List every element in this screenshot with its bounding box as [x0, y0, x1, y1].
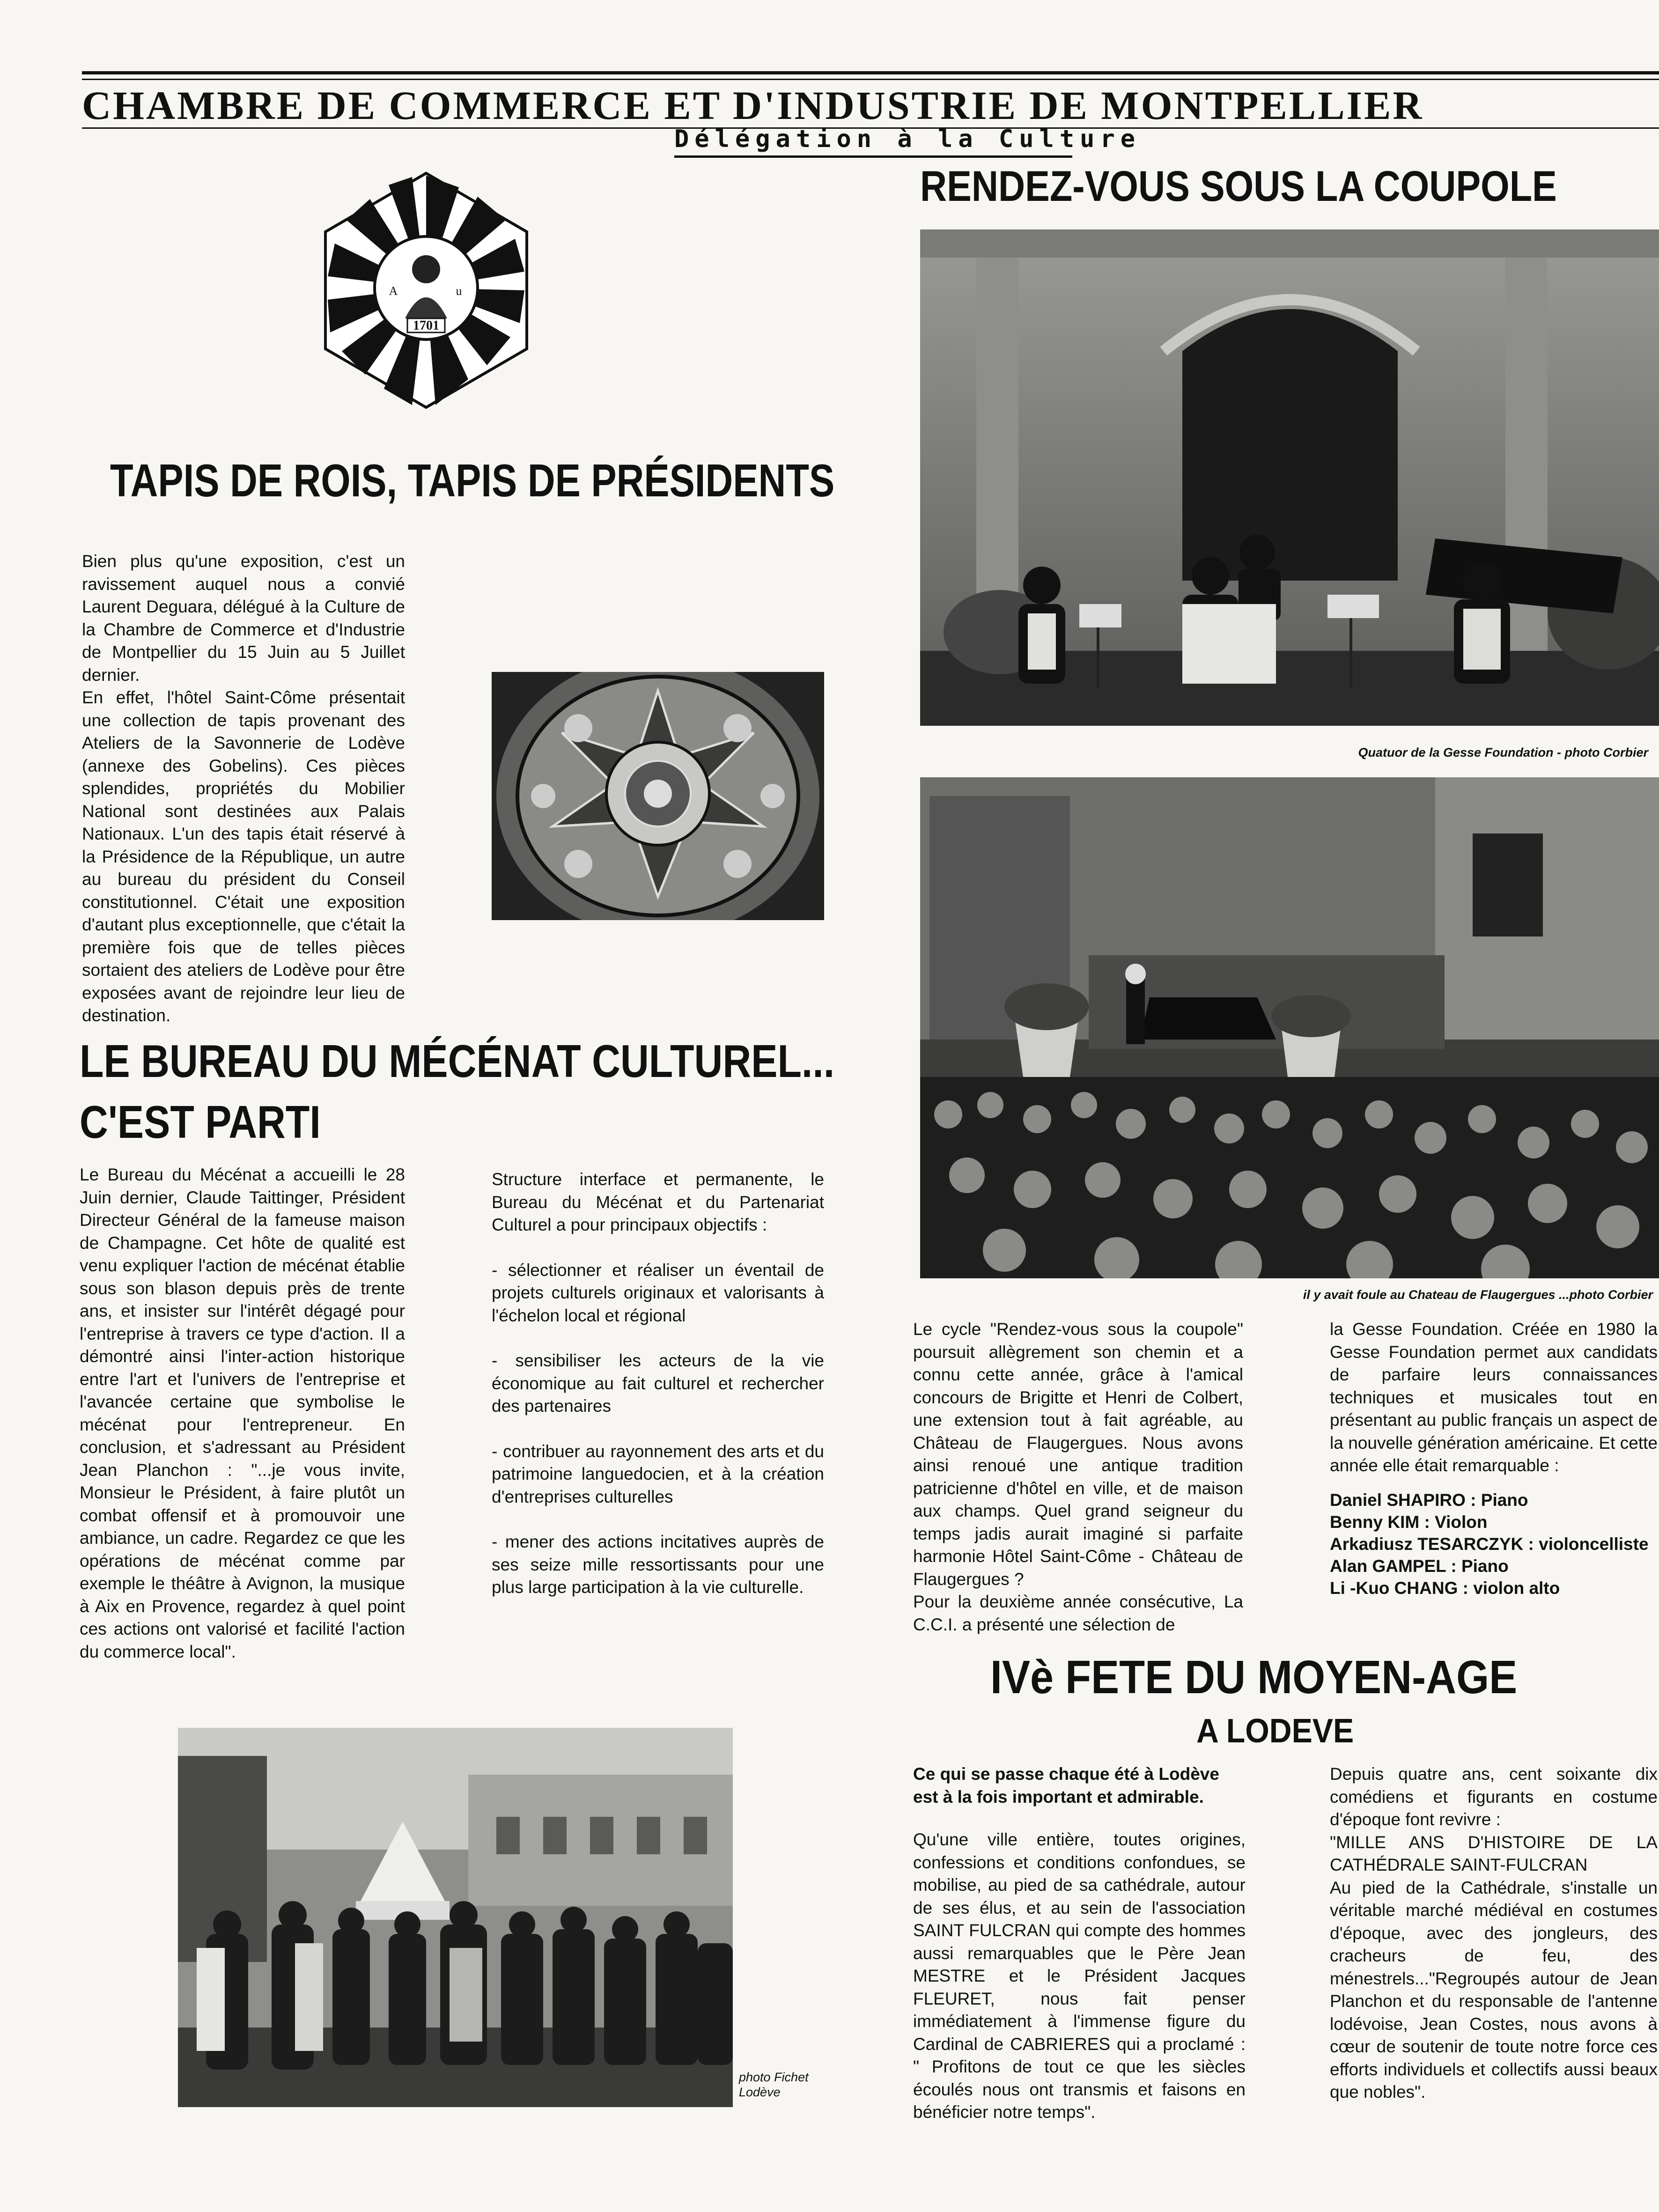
- festival-photo-caption: [739, 2070, 833, 2100]
- masthead-title: CHAMBRE DE COMMERCE ET D'INDUSTRIE DE MONTPELLIER: [82, 84, 1424, 126]
- moyenage-headline-1: IVè FETE DU MOYEN-AGE: [990, 1651, 1518, 1703]
- mecenat-col2-p2: - sélectionner et réaliser un éventail de projets culturels originaux et valorisants à l'échelon local et régional: [492, 1260, 824, 1325]
- logo-year: 1701: [413, 318, 439, 333]
- mecenat-headline-1: LE BUREAU DU MÉCÉNAT CULTUREL...: [80, 1035, 835, 1087]
- crowd-photo: [920, 777, 1659, 1278]
- festival-caption-line2: Lodève: [739, 2085, 781, 2099]
- rendezvous-col1-p2: Pour la deuxième année consécutive, La C.C.I. a présenté une sélection de: [913, 1592, 1243, 1634]
- tapis-body: [82, 550, 405, 1027]
- musician-5: Li -Kuo CHANG : violon alto: [1330, 1578, 1560, 1598]
- rendezvous-col2-text: la Gesse Foundation. Créée en 1980 la Gesse Foundation permet aux candidats de parfaire leurs connaissances techniques et musicales tout en présentant au public français un aspect de la nouvelle génération américaine. Et cette année elle était remarquable :: [1330, 1320, 1658, 1475]
- rendezvous-col2: [1330, 1318, 1658, 1477]
- moyenage-col2-p1: Depuis quatre ans, cent soixante dix comédiens et figurants en costume d'époque font revivre :: [1330, 1764, 1658, 1829]
- moyenage-col2-p2: "MILLE ANS D'HISTOIRE DE LA CATHÉDRALE SAINT-FULCRAN: [1330, 1832, 1658, 1874]
- crowd-photo-caption: il y avait foule au Chateau de Flaugergues ...photo Corbier: [1303, 1288, 1653, 1302]
- top-rule: [82, 71, 1659, 74]
- logo-letter-right: u: [456, 284, 462, 298]
- musicians-list: [1330, 1489, 1658, 1599]
- mecenat-col2-p5: - mener des actions incitatives auprès de ses seize mille ressortissants pour une plus large participation à la vie culturelle.: [492, 1532, 824, 1597]
- moyenage-col2: [1330, 1763, 1658, 2104]
- musician-1: Daniel SHAPIRO : Piano: [1330, 1490, 1528, 1510]
- cci-logo: [318, 169, 534, 412]
- mecenat-col1: [80, 1164, 405, 1663]
- masthead-subtitle: Délégation à la Culture: [674, 123, 1072, 158]
- mecenat-col2-p1: Structure interface et permanente, le Bureau du Mécénat et du Partenariat Culturel a pour principaux objectifs :: [492, 1170, 824, 1234]
- moyenage-col1: [913, 1829, 1246, 2124]
- mecenat-headline-2: C'EST PARTI: [80, 1096, 321, 1148]
- mecenat-col2-p3: - sensibiliser les acteurs de la vie économique au fait culturel et rechercher des partenaires: [492, 1351, 824, 1416]
- tapis-p2: En effet, l'hôtel Saint-Côme présentait une collection de tapis provenant des Ateliers de la Savonnerie de Lodève (annexe des Gobelins). Ces pièces splendides, propriétés du Mobilier National sont destinées aux Palais Nationaux. L'un des tapis était réservé à la Présidence de la République, un autre au bureau du président du Conseil constitutionnel. C'était une exposition d'autant plus exceptionnelle, que c'était la première fois que de telles pièces sortaient des ateliers de Lodève pour être exposées avant de rejoindre leur lieu de destination.: [82, 688, 405, 1025]
- moyenage-headline-2: A LODEVE: [1196, 1712, 1354, 1750]
- carpet-photo: [492, 672, 824, 920]
- musician-4: Alan GAMPEL : Piano: [1330, 1556, 1509, 1576]
- rendezvous-col1-p1: Le cycle "Rendez-vous sous la coupole" poursuit allègrement son chemin et a connu cette année, grâce à l'amical concours de Brigitte et Henri de Colbert, une extension tout à fait agréable, au Château de Flaugergues. Nous avons ainsi renoué une antique tradition patricienne d'hôtel en ville, et de maison aux champs. Quel grand seigneur du temps jadis aurait imaginé si parfaite harmonie Hôtel Saint-Côme - Château de Flaugergues ?: [913, 1320, 1243, 1589]
- logo-letter-left: A: [389, 284, 398, 298]
- musician-3: Arkadiusz TESARCZYK : violoncelliste: [1330, 1534, 1649, 1554]
- moyenage-lead: Ce qui se passe chaque été à Lodève est à la fois important et admirable.: [913, 1764, 1219, 1806]
- musician-2: Benny KIM : Violon: [1330, 1512, 1488, 1532]
- mecenat-col1-text: Le Bureau du Mécénat a accueilli le 28 Juin dernier, Claude Taittinger, Président Directeur Général de la fameuse maison de Champagne. Cet hôte de qualité est venu expliquer l'action de mécénat établie sous son blason depuis près de trente ans, et insister sur l'intérêt dégagé pour l'entreprise à travers ce type d'action. Il a démontré ainsi l'inter-action historique entre l'art et l'univers de l'entreprise et l'avancée certaine que symbolise le mécénat pour l'entrepreneur. En conclusion, et s'adressant au Président Jean Planchon : "...je vous invite, Monsieur le Président, à faire plutôt un combat offensif et à promouvoir une ambiance, un cadre. Regardez ce que les opérations de mécénat comme par exemple le théâtre à Avignon, la musique à Aix en Provence, regardez à quel point ces actions ont valorisé et facilité l'action du commerce local".: [80, 1165, 405, 1661]
- rendezvous-headline: RENDEZ-VOUS SOUS LA COUPOLE: [920, 162, 1557, 210]
- moyenage-col2-p3: Au pied de la Cathédrale, s'installe un véritable marché médiéval en costumes d'époque, avec des jongleurs, des cracheurs de feu, des ménestrels..."Regroupés autour de Jean Planchon et du responsable de l'antenne lodévoise, Jean Costes, nous avons à cœur de soutenir de toute notre force ces efforts individuels et collectifs aussi beaux que nobles".: [1330, 1878, 1658, 2101]
- tapis-p1: Bien plus qu'une exposition, c'est un ravissement auquel nous a convié Laurent Deguara, délégué à la Culture de la Chambre de Commerce et d'Industrie de Montpellier du 15 Juin au 5 Juillet dernier.: [82, 552, 405, 685]
- rendezvous-col1: [913, 1318, 1243, 1636]
- mecenat-col2-p4: - contribuer au rayonnement des arts et du patrimoine languedocien, et à la création d'entreprises culturelles: [492, 1441, 824, 1506]
- festival-caption-line1: photo Fichet: [739, 2070, 809, 2084]
- tapis-headline: TAPIS DE ROIS, TAPIS DE PRÉSIDENTS: [110, 455, 835, 506]
- quartet-photo-caption: Quatuor de la Gesse Foundation - photo Corbier: [1358, 745, 1648, 759]
- moyenage-col1-text: Qu'une ville entière, toutes origines, confessions et conditions confondues, se mobilise, au pied de sa cathédrale, autour de ses élus, et au sein de l'association SAINT FULCRAN qui compte des hommes aussi remarquables que le Père Jean MESTRE et le Président Jacques FLEURET, nous fait penser immédiatement à l'immense figure du Cardinal de CABRIERES qui a proclamé : " Profitons de tout ce que les siècles écoulés nous ont transmis et faisons en bénéficier notre temps".: [913, 1830, 1246, 2122]
- quartet-photo: [920, 229, 1659, 726]
- top-rule-thin: [82, 79, 1659, 80]
- mecenat-col2: [492, 1168, 824, 1599]
- festival-photo: [178, 1728, 733, 2107]
